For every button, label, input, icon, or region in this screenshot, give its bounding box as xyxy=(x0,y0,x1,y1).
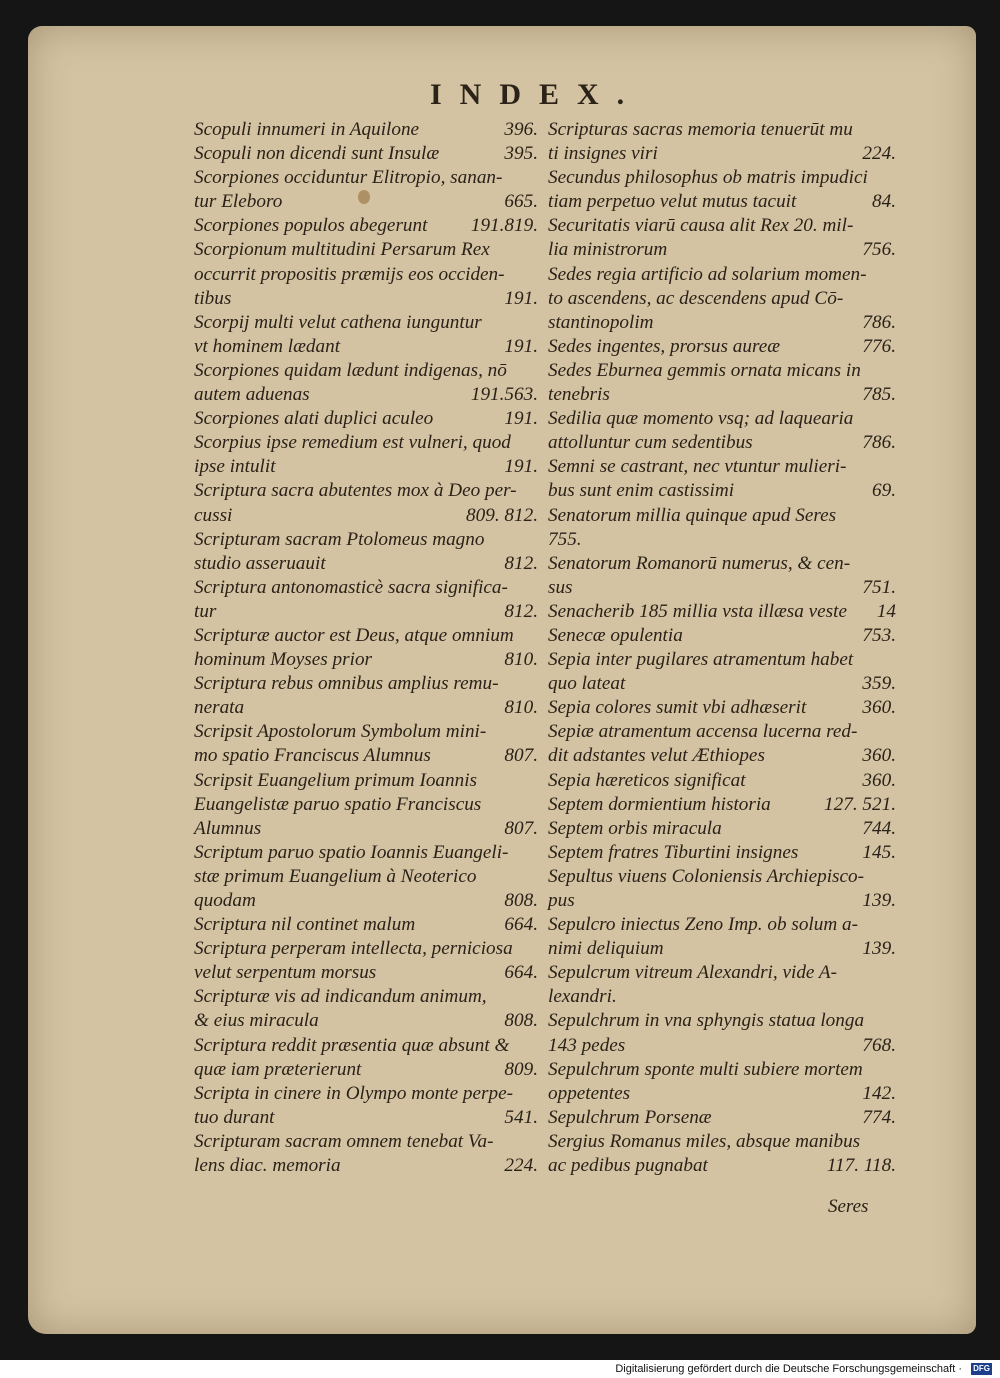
entry-text: Sepulchrum in vna sphyngis statua longa 143 pedes xyxy=(548,1010,865,1056)
entry-text: Sepultus viuens Coloniensis Archiepisco- pus xyxy=(548,865,865,911)
entry-text: Sedes Eburnea gemmis ornata micans in tenebris xyxy=(548,359,861,406)
index-entry xyxy=(548,720,896,768)
entry-text: Septem orbis miracula xyxy=(548,817,722,839)
index-entry xyxy=(548,913,896,961)
entry-text: Scripturam sacram omnem tenebat Va- lens diac. memoria xyxy=(194,1130,494,1177)
entry-page-number: 753. xyxy=(862,624,896,646)
index-entry xyxy=(548,359,896,407)
index-entry xyxy=(194,985,538,1033)
entry-page-number: 360. xyxy=(862,745,896,767)
index-entry xyxy=(548,865,896,913)
entry-page-number: 664. xyxy=(504,914,538,936)
entry-page-number: 812. xyxy=(504,552,538,574)
entry-text: Scorpij multi velut cathena iunguntur vt hominem lædant xyxy=(194,311,482,357)
entry-text: Senecæ opulentia xyxy=(548,624,683,646)
entry-page-number: 191. xyxy=(504,408,538,430)
catchword: Seres xyxy=(828,1196,869,1217)
entry-page-number: 665. xyxy=(504,191,538,213)
entry-page-number: 756. xyxy=(862,239,896,261)
entry-text: Scripsit Euangelium primum Ioannis Euangelistæ paruo spatio Franciscus Alumnus xyxy=(194,769,482,839)
entry-text: Septem fratres Tiburtini insignes xyxy=(548,841,799,863)
index-entry xyxy=(548,624,896,648)
entry-text: Scripturam sacram Ptolomeus magno studio asseruauit xyxy=(194,528,485,574)
entry-page-number: 14 xyxy=(876,600,896,622)
entry-page-number: 664. xyxy=(504,962,538,984)
entry-text: Scorpiones quidam lædunt indigenas, nō autem aduenas xyxy=(194,359,507,406)
index-entry xyxy=(194,672,538,720)
index-column-left xyxy=(194,118,538,1178)
index-entry xyxy=(548,552,896,600)
entry-page-number: 191.819. xyxy=(470,215,538,237)
entry-text: Sepulchrum sponte multi subiere mortem oppetentes xyxy=(548,1058,863,1104)
dfg-logo: DFG xyxy=(973,1364,990,1373)
index-entry xyxy=(194,142,538,166)
index-entry xyxy=(194,431,538,479)
entry-text: Septem dormientium historia xyxy=(548,793,771,815)
entry-text: Scriptum paruo spatio Ioannis Euangeli- stæ primum Euangelium à Neoterico quodam xyxy=(194,841,509,911)
index-entry xyxy=(548,1058,896,1106)
entry-text: Scorpiones alati duplici aculeo xyxy=(194,408,434,430)
entry-page-number: 139. xyxy=(862,938,896,960)
entry-page-number: 776. xyxy=(862,335,896,357)
index-entry xyxy=(548,335,896,359)
entry-page-number: 807. xyxy=(504,817,538,839)
index-entry xyxy=(194,1082,538,1130)
index-entry xyxy=(548,817,896,841)
entry-page-number: 774. xyxy=(862,1106,896,1128)
entry-text: Scorpiones populos abegerunt xyxy=(194,215,428,237)
entry-page-number: 396. xyxy=(504,119,538,140)
entry-page-number: 809. 812. xyxy=(466,504,538,526)
entry-text: Scorpiones occiduntur Elitropio, sanan- tur Eleboro xyxy=(194,167,503,213)
entry-page-number: 359. xyxy=(862,673,896,695)
entry-page-number: 751. xyxy=(862,576,896,598)
entry-text: Senacherib 185 millia vsta illæsa veste xyxy=(548,600,847,622)
index-entry xyxy=(548,841,896,865)
entry-text: Securitatis viarū causa alit Rex 20. mil- lia ministrorum xyxy=(548,215,854,261)
entry-page-number: 360. xyxy=(862,697,896,719)
entry-page-number: 768. xyxy=(862,1034,896,1056)
entry-text: Semni se castrant, nec vtuntur mulieri- bus sunt enim castissimi xyxy=(548,456,847,502)
index-entry xyxy=(194,769,538,841)
index-entry xyxy=(194,311,538,359)
index-entry xyxy=(194,238,538,310)
entry-page-number: 808. xyxy=(504,1010,538,1032)
entry-text: Scripturæ auctor est Deus, atque omnium hominum Moyses prior xyxy=(194,624,514,671)
entry-page-number: 785. xyxy=(862,384,896,406)
entry-text: Senatorum Romanorū numerus, & cen- sus xyxy=(548,552,851,598)
entry-page-number: 744. xyxy=(862,817,896,839)
index-entry xyxy=(548,504,896,552)
entry-page-number: 809. xyxy=(504,1058,538,1080)
entry-text: Senatorum millia quinque apud Seres 755. xyxy=(548,504,837,550)
footer-bar xyxy=(0,1360,1000,1378)
entry-page-number: 786. xyxy=(862,311,896,333)
entry-text: Scopuli innumeri in Aquilone xyxy=(194,119,420,140)
entry-page-number: 145. xyxy=(862,841,896,863)
entry-page-number: 191. xyxy=(504,335,538,357)
entry-page-number: 191. xyxy=(504,287,538,309)
entry-page-number: 812. xyxy=(504,600,538,622)
entry-text: Sepia hæreticos significat xyxy=(548,769,746,791)
index-entry xyxy=(548,793,896,817)
entry-text: Scriptura nil continet malum xyxy=(194,914,416,936)
entry-page-number: 139. xyxy=(862,890,896,911)
entry-page-number: 808. xyxy=(504,890,538,911)
index-entry xyxy=(548,1130,896,1178)
index-entry xyxy=(194,913,538,937)
index-entry xyxy=(194,528,538,576)
entry-page-number: 142. xyxy=(862,1082,896,1104)
index-entry xyxy=(194,479,538,527)
entry-text: Scorpionum multitudini Persarum Rex occurrit propositis præmijs eos occiden- tibus xyxy=(194,239,505,309)
entry-page-number: 127. 521. xyxy=(824,793,896,815)
entry-page-number: 541. xyxy=(504,1106,538,1128)
entry-text: Scriptura antonomasticè sacra significa- tur xyxy=(194,576,508,622)
entry-text: Sepiæ atramentum accensa lucerna red- dit adstantes velut Æthiopes xyxy=(548,721,858,767)
entry-text: Scripsit Apostolorum Symbolum mini- mo spatio Franciscus Alumnus xyxy=(194,721,487,767)
entry-text: Scriptura perperam intellecta, perniciosa velut serpentum morsus xyxy=(194,938,513,984)
index-entry xyxy=(194,1130,538,1178)
entry-page-number: 224. xyxy=(504,1155,538,1177)
entry-text: Sepulcro iniectus Zeno Imp. ob solum a- nimi deliquium xyxy=(548,914,858,960)
index-entry xyxy=(548,961,896,1009)
index-entry xyxy=(548,455,896,503)
entry-page-number: 84. xyxy=(872,191,896,213)
index-entry xyxy=(548,600,896,624)
footer-credit: Digitalisierung gefördert durch die Deutsche Forschungsgemeinschaft · xyxy=(615,1363,962,1375)
index-entry xyxy=(548,648,896,696)
entry-text: Scorpius ipse remedium est vulneri, quod ipse intulit xyxy=(194,432,511,478)
entry-text: Sedes regia artificio ad solarium momen- to ascendens, ac descendens apud Cō- stantinopolim xyxy=(548,263,867,333)
index-entry xyxy=(548,769,896,793)
entry-text: Scripturæ vis ad indicandum animum, & eius miracula xyxy=(194,986,487,1032)
index-entry xyxy=(194,214,538,238)
index-entry xyxy=(548,166,896,214)
index-entry xyxy=(548,263,896,335)
entry-page-number: 191. xyxy=(504,456,538,478)
index-entry xyxy=(194,576,538,624)
entry-text: Scriptura sacra abutentes mox à Deo per- cussi xyxy=(194,480,517,526)
entry-text: Secundus philosophus ob matris impudici tiam perpetuo velut mutus tacuit xyxy=(548,167,868,213)
running-head: INDEX. xyxy=(430,78,643,111)
entry-text: Scripturas sacras memoria tenuerūt mu ti insignes viri xyxy=(548,119,853,165)
index-entry xyxy=(194,407,538,431)
entry-page-number: 810. xyxy=(504,649,538,671)
entry-text: Sepulcrum vitreum Alexandri, vide A- lexandri. xyxy=(548,962,837,1008)
entry-page-number: 360. xyxy=(862,769,896,791)
index-entry xyxy=(194,937,538,985)
index-entry xyxy=(194,359,538,407)
entry-page-number: 395. xyxy=(504,143,538,165)
entry-page-number: 786. xyxy=(862,432,896,454)
entry-text: Sepia colores sumit vbi adhæserit xyxy=(548,697,807,719)
index-entry xyxy=(548,214,896,262)
entry-text: Scriptura reddit præsentia quæ absunt & quæ iam præterierunt xyxy=(194,1034,510,1080)
index-entry xyxy=(194,118,538,142)
index-entry xyxy=(194,841,538,913)
entry-text: Scopuli non dicendi sunt Insulæ xyxy=(194,143,440,165)
index-entry xyxy=(194,1034,538,1082)
index-column-right xyxy=(548,118,896,1178)
entry-page-number: 117. 118. xyxy=(826,1155,896,1177)
entry-text: Sepia inter pugilares atramentum habet quo lateat xyxy=(548,649,854,695)
entry-text: Scriptura rebus omnibus amplius remu- nerata xyxy=(194,673,499,719)
entry-page-number: 69. xyxy=(872,480,896,502)
entry-text: Sedes ingentes, prorsus aureæ xyxy=(548,335,781,357)
index-entry xyxy=(548,1009,896,1057)
entry-text: Sergius Romanus miles, absque manibus ac pedibus pugnabat xyxy=(548,1130,861,1177)
index-entry xyxy=(548,407,896,455)
entry-page-number: 191.563. xyxy=(470,384,538,406)
index-entry xyxy=(548,696,896,720)
entry-page-number: 807. xyxy=(504,745,538,767)
index-entry xyxy=(548,1106,896,1130)
entry-page-number: 810. xyxy=(504,697,538,719)
entry-text: Scripta in cinere in Olympo monte perpe- tuo durant xyxy=(194,1082,514,1128)
index-entry xyxy=(194,166,538,214)
entry-page-number: 224. xyxy=(862,143,896,165)
index-entry xyxy=(194,624,538,672)
index-entry xyxy=(548,118,896,166)
index-entry xyxy=(194,720,538,768)
entry-text: Sepulchrum Porsenæ xyxy=(548,1106,712,1128)
entry-text: Sedilia quæ momento vsq; ad laquearia attolluntur cum sedentibus xyxy=(548,408,854,454)
